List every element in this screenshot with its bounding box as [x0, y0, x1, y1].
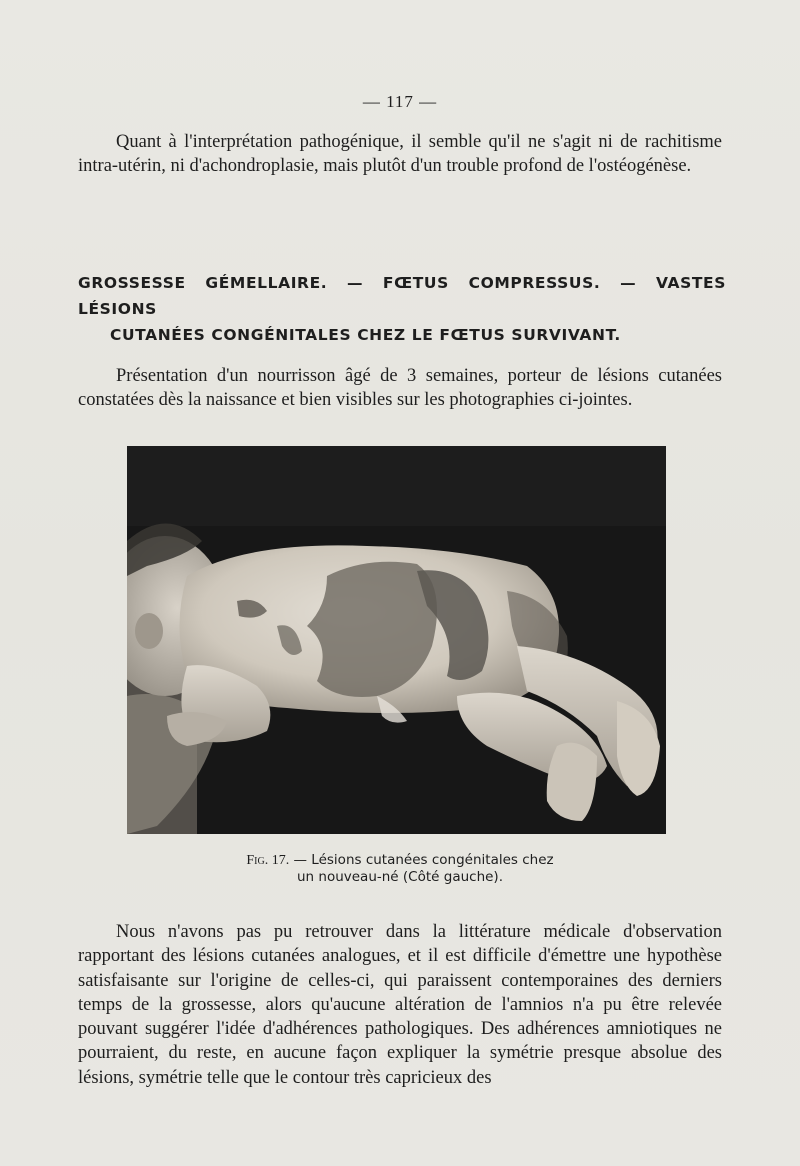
- paragraph-presentation: Présentation d'un nourrisson âgé de 3 semaines, porteur de lésions cutanées constatées dès la naissance et bien visibles sur les photographies ci-jointes.: [78, 366, 722, 411]
- infant-photograph: [127, 446, 666, 834]
- section-heading-line-1: GROSSESSE GÉMELLAIRE. — FŒTUS COMPRESSUS. — VASTES LÉSIONS: [78, 274, 726, 318]
- figure-caption-text-1: — Lésions cutanées congénitales chez: [293, 852, 554, 868]
- page-number: — 117 —: [362, 92, 438, 111]
- figure-caption-line-1: [0, 852, 800, 869]
- paragraph-interpretation: Quant à l'interprétation pathogénique, il semble qu'il ne s'agit ni de rachitisme intra-utérin, ni d'achondroplasie, mais plutôt d'un trouble profond de l'ostéogénèse.: [78, 132, 722, 177]
- figure-caption-line-2: un nouveau-né (Côté gauche).: [296, 869, 503, 885]
- figure-caption: [0, 852, 800, 886]
- figure-label: Fig. 17.: [246, 853, 290, 868]
- paragraph-discussion: Nous n'avons pas pu retrouver dans la littérature médicale d'observation rapportant des lésions cutanées analogues, et il est difficile d'émettre une hypothèse satisfaisante sur l'origine de celles-ci, qui paraissent contemporaines des derniers temps de la grossesse, alors qu'aucune altération de l'amnios n'a pu être relevée pouvant suggérer l'idée d'adhérences pathologiques. Des adhérences amniotiques ne pourraient, du reste, en aucune façon expliquer la symétrie presque absolue des lésions, symétrie telle que le contour très capricieux des: [78, 922, 722, 1088]
- section-heading-line-2: CUTANÉES CONGÉNITALES CHEZ LE FŒTUS SURVIVANT.: [110, 326, 621, 344]
- figure-photograph: [127, 446, 666, 834]
- section-heading: [78, 270, 726, 348]
